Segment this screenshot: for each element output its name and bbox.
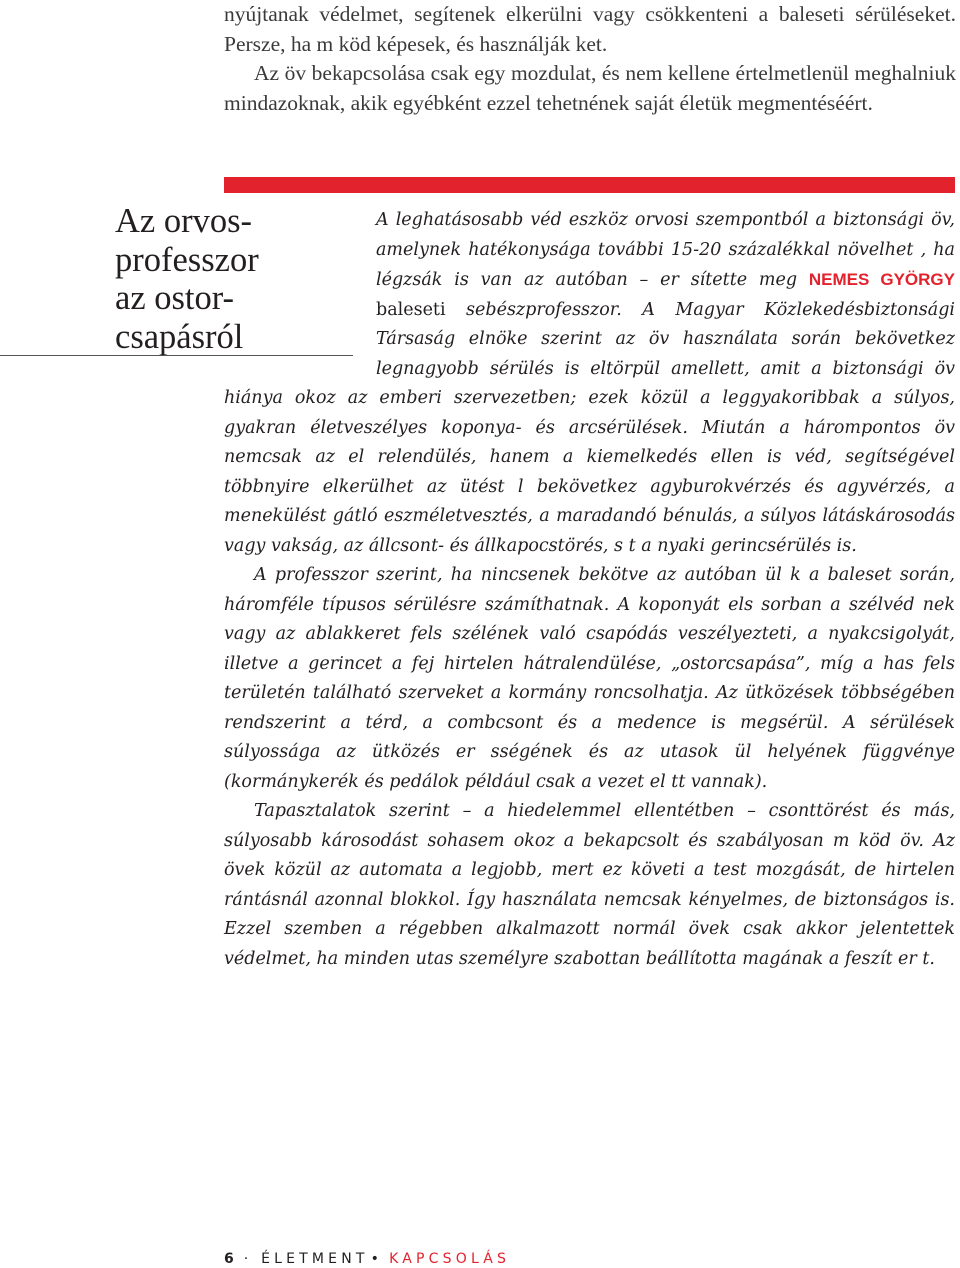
- title-wrap-space: [224, 206, 376, 372]
- page-footer: [224, 1250, 510, 1268]
- author-name: NEMES GYÖRGY: [808, 270, 955, 289]
- sidebar-title-line-1: Az orvos-: [115, 202, 253, 240]
- sidebar-title-line-3: az ostor-: [115, 279, 235, 317]
- red-header-rule: [224, 177, 955, 193]
- footer-bullet-icon: •: [370, 1251, 384, 1267]
- footer-word-eletment: ÉLETMENT: [261, 1251, 369, 1267]
- intro-paragraph-1: nyújtanak védelmet, segítenek elkerülni vagy csökkenteni a baleseti sérüléseket. Persze, ha m köd képesek, és használják ket.: [224, 2, 956, 56]
- article-paragraph-3: Tapasztalatok szerint – a hiedelemmel ellentétben – csonttörést és más, súlyosabb károsodást sohasem okoz a bekapcsolt és szabályosan m köd öv. Az övek közül az automata a legjobb, mert ez követi a test mozgását, de hirtelen rántásnál azonnal blokkol. Így használata nemcsak kényelmes, de biztonságos is. Ezzel szemben a régebben alkalmazott normál övek csak akkor jelentettek védelmet, ha minden utas személyre szabottan beállította magának a feszít er t.: [224, 801, 955, 969]
- article-paragraph-1-rest: sebészprofesszor. A Magyar Közlekedésbiztonsági Társaság elnöke szerint az öv használata során bekövetkez legnagyobb sérülés is eltörpül amellett, amit a biztonsági öv hiánya okoz az emberi szervezetben; ezek közül a leggyakoribbak a súlyos, gyakran életveszélyes koponya- és arcsérülések. Miután a hárompontos öv nemcsak az el relendülés, hanem a kiemelkedés ellen is véd, segítségével többnyire elkerülhet az ütést l bekövetkez agyburokvérzés és agyvérzés, a menekülést gátló eszméletvesztés, a maradandó bénulás, a súlyos látáskárosodás vagy vakság, az állcsont- és állkapocstörés, s t a nyaki gerincsérülés is.: [224, 299, 955, 556]
- sidebar-title-line-4: csapásról: [115, 317, 244, 356]
- page-number: 6: [224, 1251, 234, 1267]
- intro-paragraph-2: Az öv bekapcsolása csak egy mozdulat, és nem kellene értelmetlenül meghalniuk mindazoknak, akik egyébként ezzel tehetnének saját életük megmentéséért.: [224, 61, 956, 115]
- article-paragraph-2: A professzor szerint, ha nincsenek bekötve az autóban ül k a baleset során, háromféle típusos sérülésre számíthatnak. A koponyát els sorban a szélvéd nek vagy az ablakkeret fels szélének való csapódás veszélyezteti, a nyakcsigolyát, illetve a gerincet a fej hirtelen hátralendülése, „ostorcsapása”, míg a has fels területén található szerveket a kormány roncsolhatja. Az ütközések többségében rendszerint a térd, a combcsont és a medence is megsérül. A sérülések súlyossága az ütközés er sségének és az utasok ül helyének függvénye (kormánykerék és pedálok például csak a vezet el tt vannak).: [224, 565, 955, 792]
- article-paragraph-1-lead: A leghatásosabb véd eszköz orvosi szempontból a biztonsági öv, amelynek hatékonysága további 15-20 százalékkal növelhet , ha légzsák is van az autóban – er sítette meg: [376, 210, 955, 290]
- intro-text: [224, 0, 956, 118]
- footer-separator: ·: [243, 1251, 253, 1267]
- author-role-upright: baleseti: [376, 299, 467, 320]
- sidebar-title-line-2: professzor: [115, 240, 259, 279]
- footer-word-kapcsolas: KAPCSOLÁS: [389, 1251, 511, 1267]
- article-body: [224, 206, 955, 974]
